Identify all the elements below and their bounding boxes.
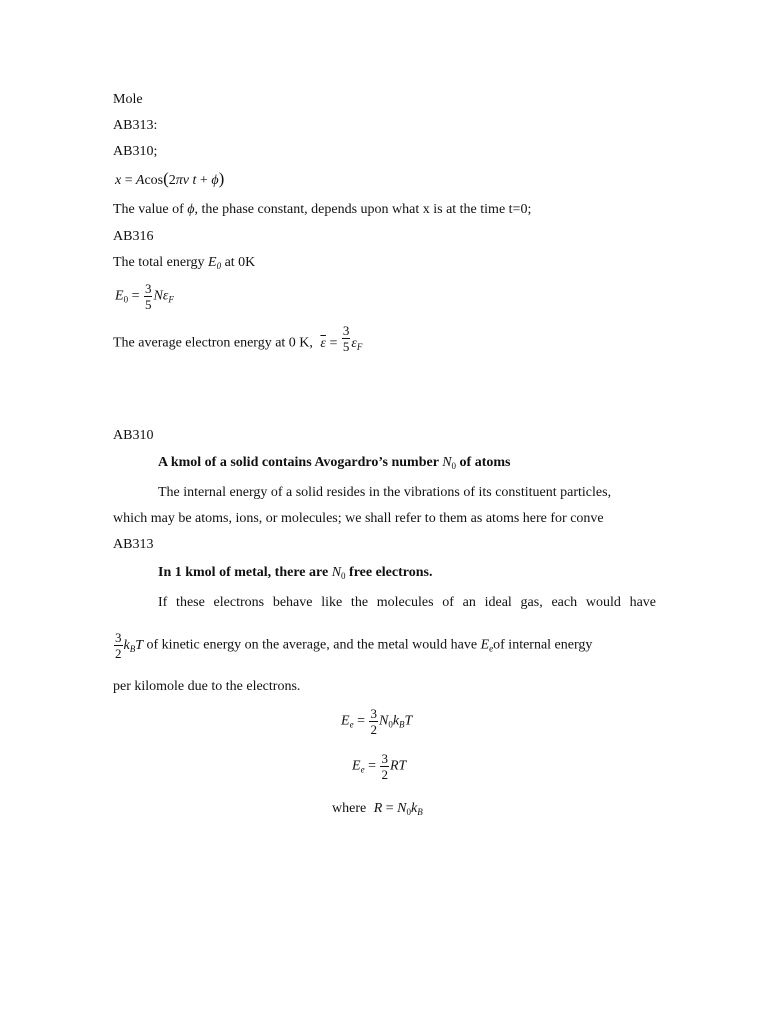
- label-ab310: AB310: [113, 428, 154, 443]
- label-ab313: AB313: [113, 537, 154, 552]
- heading-mole: Mole: [113, 92, 143, 107]
- average-energy-sentence: The average electron energy at 0 K, $\overline{\varepsilon}$ = $\frac{3}{5}$ $\varepsilon_F$: [113, 323, 363, 354]
- equation-total-energy: $E_0$ = $\frac{3}{5}$ $N\varepsilon_F$: [115, 281, 174, 312]
- kinetic-energy-line: $\frac{3}{2}$ $k_BT$ of kinetic energy on the average, and the metal would have $E_eof$ internal energy: [115, 630, 593, 661]
- metal-heading: In 1 kmol of metal, there are $N_0$ free electrons.: [158, 565, 433, 581]
- internal-energy-line-2: which may be atoms, ions, or molecules; we shall refer to them as atoms here for conve: [113, 511, 604, 526]
- label-ab313-colon: AB313:: [113, 118, 158, 133]
- kmol-heading: A kmol of a solid contains Avogardro’s number $N_0$ of atoms: [158, 455, 511, 471]
- label-ab310-semicolon: AB310;: [113, 144, 158, 159]
- equation-electron-energy-2: $E_e$ = $\frac{3}{2}$ RT: [352, 751, 407, 782]
- ideal-gas-line: If these electrons behave like the molecules of an ideal gas, each would have: [158, 595, 656, 610]
- total-energy-sentence: The total energy $E_0$ at 0K: [113, 255, 256, 271]
- phase-constant-sentence: The value of ϕ, the phase constant, depends upon what x is at the time t=0;: [113, 202, 532, 217]
- equation-electron-energy-1: $E_e$ = $\frac{3}{2}$ $N_0k_BT$: [341, 706, 413, 737]
- equation-displacement: x = Acos(2πν t + ϕ): [115, 169, 225, 188]
- label-ab316: AB316: [113, 229, 154, 244]
- internal-energy-line-1: The internal energy of a solid resides in the vibrations of its constituent particles,: [158, 485, 612, 500]
- where-line: where $R = N_0k_B$: [332, 801, 423, 817]
- per-kilomole-line: per kilomole due to the electrons.: [113, 679, 301, 694]
